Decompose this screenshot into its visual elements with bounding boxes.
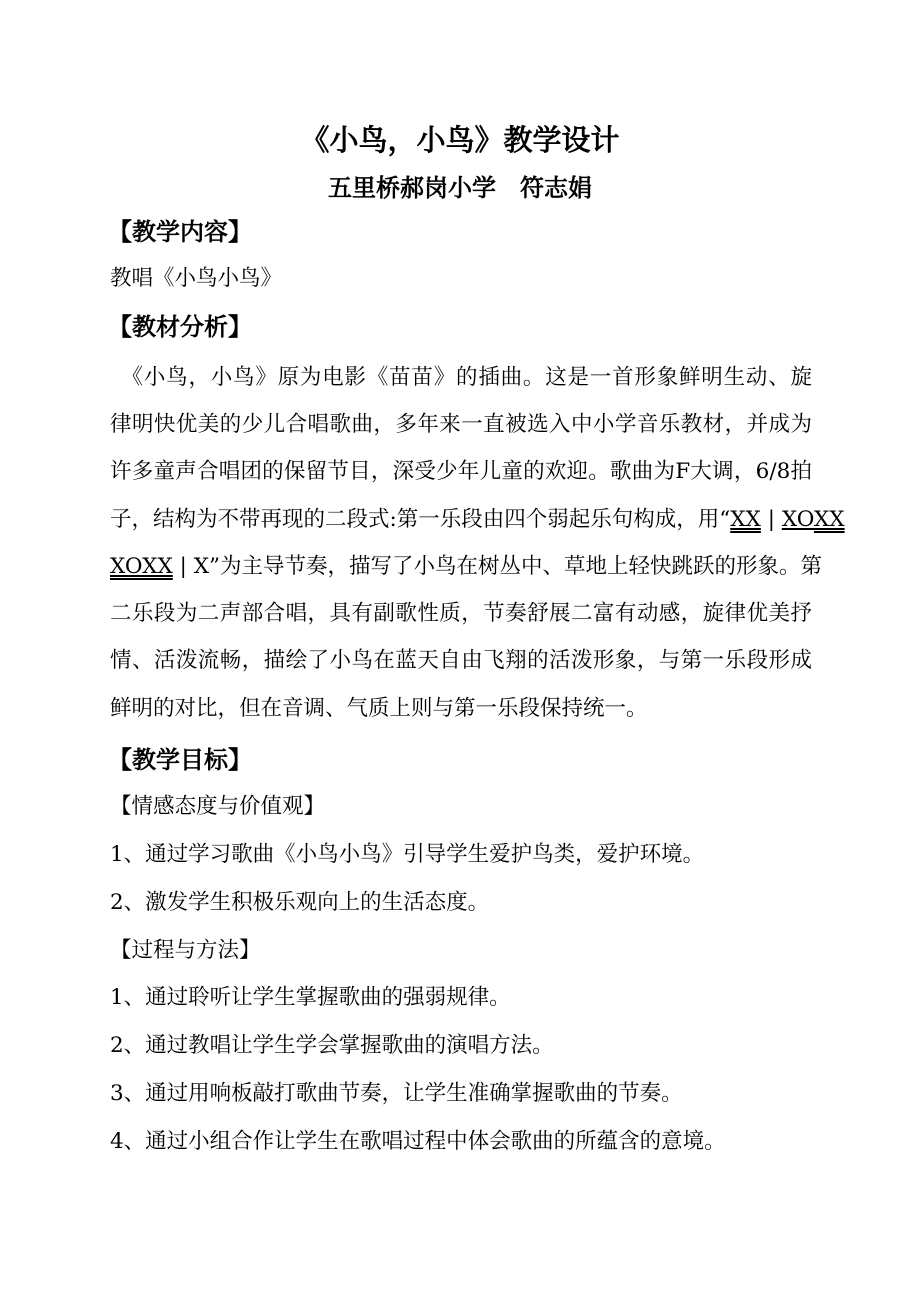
analysis-line: 《小鸟，小鸟》原为电影《苗苗》的插曲。这是一首形象鲜明生动、旋 <box>110 365 812 390</box>
analysis-line <box>110 552 822 582</box>
content-text: 教唱《小鸟小鸟》 <box>110 266 283 291</box>
rhythm-note: XX <box>814 507 845 532</box>
analysis-line: 情、活泼流畅，描绘了小鸟在蓝天自由飞翔的活泼形象，与第一乐段形成 <box>110 648 812 673</box>
list-item: 4、通过小组合作让学生在歌唱过程中体会歌曲的所蕴含的意境。 <box>110 1129 726 1154</box>
subheading-process: 【过程与方法】 <box>110 938 261 963</box>
heading-analysis: 【教材分析】 <box>108 313 252 341</box>
list-item: 1、通过聆听让学生掌握歌曲的强弱规律。 <box>110 985 511 1010</box>
heading-content: 【教学内容】 <box>108 218 252 246</box>
analysis-line <box>110 505 845 535</box>
analysis-line: 律明快优美的少儿合唱歌曲，多年来一直被选入中小学音乐教材，并成为 <box>110 412 812 437</box>
analysis-line: 二乐段为二声部合唱，具有副歌性质，节奏舒展二富有动感，旋律优美抒 <box>110 601 812 626</box>
analysis-text: ”为主导节奏，描写了小鸟在树丛中、草地上轻快跳跃的形象。第 <box>209 554 823 579</box>
analysis-text: 子，结构为不带再现的二段式:第一乐段由四个弱起乐句构成，用“ <box>110 507 731 532</box>
analysis-line: 鲜明的对比，但在音调、气质上则与第一乐段保持统一。 <box>110 696 648 721</box>
rhythm-note: XX <box>730 507 761 532</box>
subheading-emotion: 【情感态度与价值观】 <box>110 794 326 819</box>
rhythm-bar: | <box>179 554 187 579</box>
rhythm-note: XO <box>781 507 814 532</box>
list-item: 3、通过用响板敲打歌曲节奏，让学生准确掌握歌曲的节奏。 <box>110 1081 683 1106</box>
list-item: 2、激发学生积极乐观向上的生活态度。 <box>110 890 490 915</box>
document-title: 《小鸟，小鸟》教学设计 <box>300 123 620 157</box>
list-item: 2、通过教唱让学生学会掌握歌曲的演唱方法。 <box>110 1033 554 1058</box>
analysis-line: 许多童声合唱团的保留节目，深受少年儿童的欢迎。歌曲为F大调，6/8拍 <box>110 459 812 484</box>
author-line: 五里桥郝岗小学 符志娟 <box>328 174 592 202</box>
rhythm-note: XOXX <box>110 554 173 579</box>
list-item: 1、通过学习歌曲《小鸟小鸟》引导学生爱护鸟类，爱护环境。 <box>110 842 705 867</box>
rhythm-bar: | <box>767 507 775 532</box>
rhythm-note: X <box>193 554 210 579</box>
heading-goals: 【教学目标】 <box>108 746 252 774</box>
